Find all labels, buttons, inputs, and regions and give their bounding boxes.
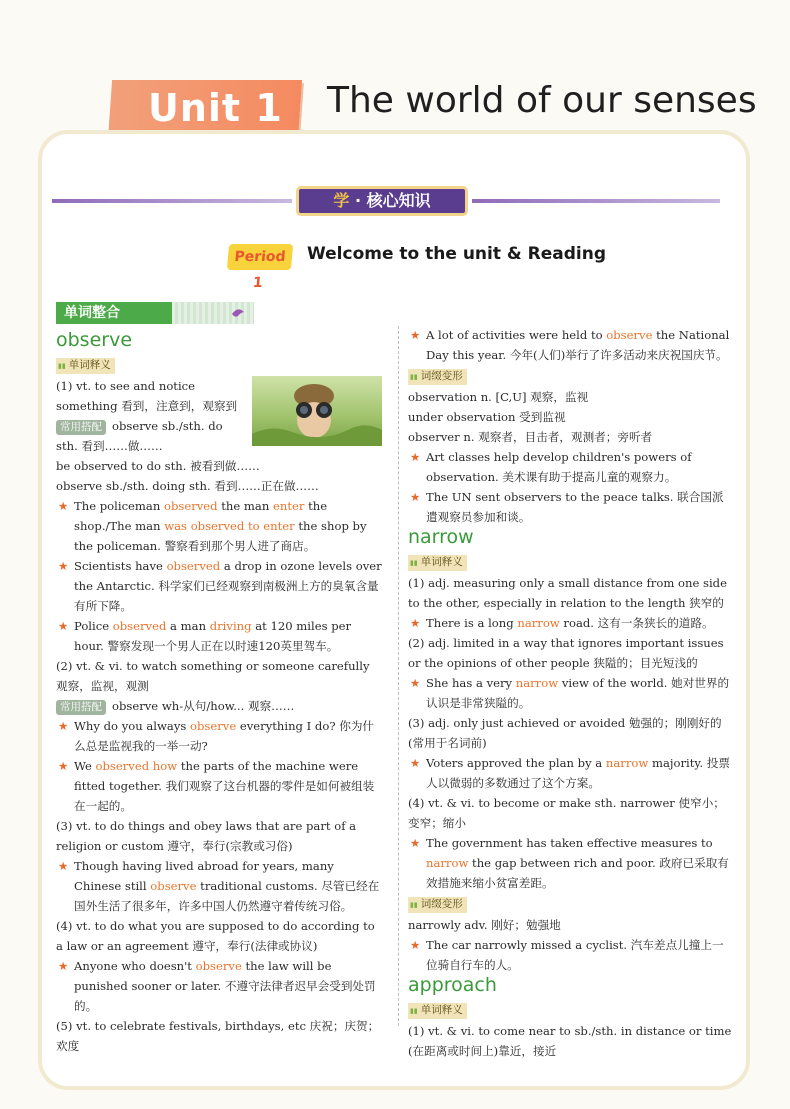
derivation-tag: ▮▮ 词缀变形: [408, 369, 467, 385]
highlight-word: observe: [150, 879, 197, 893]
star-icon: ★: [58, 959, 69, 973]
star-icon: ★: [58, 719, 69, 733]
collocation-2: be observed to do sth. 被看到做……: [56, 459, 260, 473]
example-text: Scientists have: [74, 559, 167, 573]
star-icon: ★: [410, 616, 421, 630]
section-heading-learn: 学: [333, 191, 350, 210]
narrow-meaning-4: (4) vt. & vi. to become or make sth. narrower 使窄小；变窄；缩小: [408, 796, 725, 830]
vocabulary-tab-decoration: [172, 302, 254, 324]
example-sentence: [408, 613, 734, 633]
star-icon: ★: [410, 450, 421, 464]
star-icon: ★: [410, 490, 421, 504]
meaning-tag: ▮▮ 单词释义: [408, 555, 467, 571]
star-icon: ★: [410, 328, 421, 342]
example-text: the law will be punished sooner or later. 不遵守法律者迟早会受到处罚的。: [74, 959, 376, 1013]
collocation-chip: 常用搭配: [56, 420, 106, 435]
example-text: at 120 miles per hour. 警察发现一个男人正在以时速120英里驾车。: [74, 619, 352, 653]
word-heading-narrow: narrow: [408, 526, 474, 548]
example-text: The car narrowly missed a cyclist. 汽车差点儿撞上一位骑自行车的人。: [426, 938, 724, 972]
section-heading-dot: ·: [354, 191, 362, 210]
example-text: Why do you always: [74, 719, 191, 733]
example-text: everything I do? 你为什么总是监视我的一举一动?: [74, 719, 375, 753]
narrow-meaning-2: (2) adj. limited in a way that ignores important issues or the opinions of other people 狭隘的；目光短浅的: [408, 636, 724, 670]
derivation-3: observer n. 观察者，目击者，观测者；旁听者: [408, 430, 653, 444]
star-icon: ★: [58, 499, 69, 513]
bird-icon: [172, 302, 254, 324]
observe-meaning-1: [56, 376, 382, 416]
star-icon: ★: [58, 559, 69, 573]
observe-meaning-5: (5) vt. to celebrate festivals, birthdays, etc 庆祝；庆贺；欢度: [56, 1019, 380, 1053]
approach-meaning-1: (1) vt. & vi. to come near to sb./sth. in distance or time (在距离或时间上)靠近，接近: [408, 1024, 732, 1058]
example-text: Voters approved the plan by a: [426, 756, 606, 770]
star-icon: ★: [410, 676, 421, 690]
column-divider: [398, 326, 399, 1026]
star-icon: ★: [58, 859, 69, 873]
highlight-word: narrow: [605, 756, 649, 770]
star-icon: ★: [410, 836, 421, 850]
example-text: a man: [166, 619, 210, 633]
highlight-word: observed how: [95, 759, 178, 773]
highlight-word: observed: [166, 559, 221, 573]
example-text: The UN sent observers to the peace talks. 联合国派遣观察员参加和谈。: [426, 490, 724, 524]
example-sentence: [408, 833, 734, 893]
section-divider-right: [472, 199, 720, 203]
example-text: A lot of activities were held to: [426, 328, 607, 342]
example-text: Though having lived abroad for years, many Chinese still: [74, 859, 334, 893]
example-text: There is a long: [426, 616, 518, 630]
example-text: a drop in ozone levels over the Antarctic. 科学家们已经观察到南极洲上方的臭氧含量有所下降。: [74, 559, 382, 613]
example-text: view of the world. 她对世界的认识是非常狭隘的。: [426, 676, 730, 710]
example-text: majority. 投票人以微弱的多数通过了这个方案。: [426, 756, 730, 790]
example-text: The policeman: [74, 499, 164, 513]
period-title: Welcome to the unit & Reading: [307, 244, 607, 264]
section-heading: [296, 186, 468, 216]
example-text: We: [74, 759, 96, 773]
section-divider-left: [52, 199, 292, 203]
highlight-word: observe: [195, 959, 242, 973]
derivation-tag: ▮▮ 词缀变形: [408, 897, 467, 913]
example-sentence: [56, 716, 382, 756]
observe-meaning-4: (4) vt. to do what you are supposed to do according to a law or an agreement 遵守，奉行(法律或协议): [56, 919, 375, 953]
star-icon: ★: [58, 619, 69, 633]
example-sentence: [408, 673, 734, 713]
example-text: the shop./The man: [74, 499, 328, 533]
unit-label: Unit 1: [148, 86, 283, 130]
binoculars-image: [252, 376, 382, 446]
collocation-4: [56, 696, 382, 716]
star-icon: ★: [58, 759, 69, 773]
period-badge: Period 1: [227, 244, 293, 270]
highlight-word: observed: [163, 499, 218, 513]
example-sentence: [408, 447, 734, 487]
example-text: the shop by the policeman. 警察看到那个男人进了商店。: [74, 519, 367, 553]
example-sentence: [56, 496, 382, 556]
vocabulary-tab: 单词整合: [56, 302, 174, 324]
star-icon: ★: [410, 756, 421, 770]
derivation-4: narrowly adv. 刚好；勉强地: [408, 918, 561, 932]
example-text: the gap between rich and poor. 政府已采取有效措施来缩小贫富差距。: [426, 856, 729, 890]
example-sentence: [56, 856, 382, 916]
highlight-word: observed: [112, 619, 167, 633]
collocation-3: observe sb./sth. doing sth. 看到……正在做……: [56, 479, 319, 493]
highlight-word: narrow: [426, 856, 469, 870]
collocation-chip: 常用搭配: [56, 700, 106, 715]
example-sentence: [408, 935, 734, 975]
left-column: [56, 330, 382, 1056]
highlight-word: observe: [606, 328, 653, 342]
example-sentence: [408, 325, 734, 365]
highlight-word: enter: [273, 499, 305, 513]
observe-meaning-2: (2) vt. & vi. to watch something or someone carefully 观察，监视，观测: [56, 659, 370, 693]
example-text: road. 这有一条狭长的道路。: [559, 616, 714, 630]
example-text: The government has taken effective measures to: [426, 836, 713, 850]
example-text: the National Day this year. 今年(人们)举行了许多活动来庆祝国庆节。: [426, 328, 730, 362]
narrow-meaning-3: (3) adj. only just achieved or avoided 勉强的；刚刚好的(常用于名词前): [408, 716, 722, 750]
word-heading-approach: approach: [408, 974, 497, 996]
star-icon: ★: [410, 938, 421, 952]
highlight-word: observe: [190, 719, 237, 733]
observe-meaning-1-text: (1) vt. to see and notice something 看到，注意到，观察到: [56, 379, 238, 413]
section-heading-core: 核心知识: [366, 191, 431, 210]
example-text: the man: [217, 499, 273, 513]
example-sentence: [56, 956, 382, 1016]
derivation-2: under observation 受到监视: [408, 410, 566, 424]
collocation-1-text: observe sb./sth. do sth. 看到……做……: [56, 419, 223, 453]
collocation-4-text: observe wh-从句/how... 观察……: [112, 699, 295, 713]
meaning-tag: ▮▮ 单词释义: [408, 1003, 467, 1019]
word-heading-observe: observe: [56, 329, 133, 351]
highlight-word: narrow: [517, 616, 560, 630]
derivation-1: observation n. [C,U] 观察，监视: [408, 390, 589, 404]
example-text: She has a very: [426, 676, 516, 690]
right-column: [408, 325, 734, 1061]
example-sentence: [56, 556, 382, 616]
highlight-word: driving: [209, 619, 252, 633]
observe-meaning-3: (3) vt. to do things and obey laws that are part of a religion or custom 遵守，奉行(宗教或习俗): [56, 819, 357, 853]
example-text: the parts of the machine were fitted together. 我们观察了这台机器的零件是如何被组装在一起的。: [74, 759, 375, 813]
example-text: Art classes help develop children's powers of observation. 美术课有助于提高儿童的观察力。: [426, 450, 692, 484]
example-sentence: [408, 753, 734, 793]
meaning-tag: ▮▮ 单词释义: [56, 358, 115, 374]
unit-title: The world of our senses: [327, 80, 757, 121]
example-text: Police: [74, 619, 113, 633]
narrow-meaning-1: (1) adj. measuring only a small distance from one side to the other, especially in relation to the length 狭窄的: [408, 576, 727, 610]
highlight-word: was observed to enter: [164, 519, 295, 533]
example-sentence: [56, 616, 382, 656]
example-sentence: [56, 756, 382, 816]
highlight-word: narrow: [515, 676, 559, 690]
example-text: traditional customs. 尽管已经在国外生活了很多年，许多中国人仍然遵守着传统习俗。: [74, 879, 380, 913]
example-sentence: [408, 487, 734, 527]
binoculars-photo: [252, 376, 382, 446]
example-text: Anyone who doesn't: [74, 959, 196, 973]
